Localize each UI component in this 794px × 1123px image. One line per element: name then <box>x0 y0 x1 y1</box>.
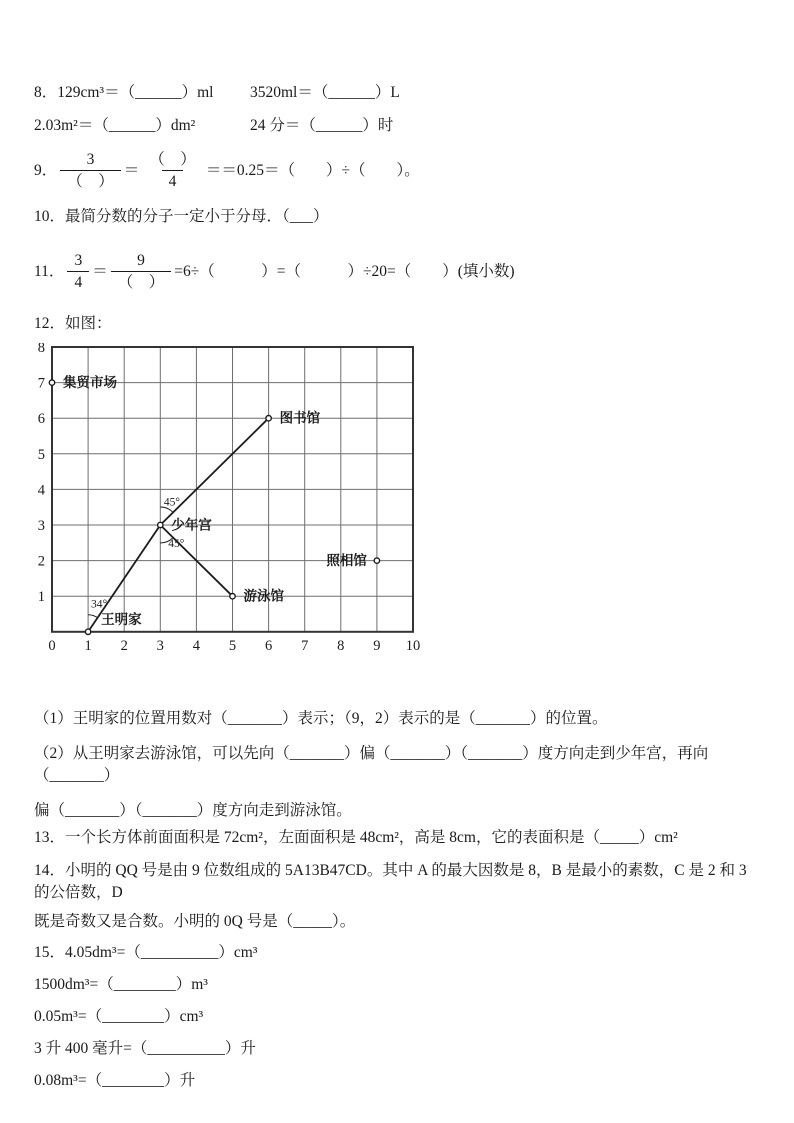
question-13: 13．一个长方体前面面积是 72cm²，左面面积是 48cm²，高是 8cm，它的表面积是（_____）cm² <box>34 829 678 846</box>
location-label: 游泳馆 <box>243 588 284 604</box>
q9-frac2-denominator: 4 <box>162 170 184 192</box>
x-axis-tick-label: 7 <box>301 637 309 654</box>
q15-conversion-5: 0.08m³=（________）升 <box>34 1072 196 1089</box>
q8-conversion-1: 8．129cm³＝（______）ml <box>34 84 214 101</box>
location-point <box>85 629 90 634</box>
q11-frac2-numerator: 9 <box>137 252 145 269</box>
location-label: 照相馆 <box>326 553 367 569</box>
x-axis-tick-label: 10 <box>405 637 421 654</box>
q12-subquestion-2: （2）从王明家去游泳馆，可以先向（_______）偏（_______）（_______）度方向走到少年宫，再向（_______） <box>34 745 709 784</box>
question-10: 10．最简分数的分子一定小于分母．（___） <box>34 208 329 225</box>
location-label: 图书馆 <box>279 410 321 426</box>
q9-fraction-1 <box>60 149 121 192</box>
x-axis-tick-label: 5 <box>228 637 237 654</box>
q15-conversion-2: 1500dm³=（________）m³ <box>34 976 208 993</box>
q11-frac1-numerator: 3 <box>74 252 83 269</box>
location-point <box>230 594 235 599</box>
y-axis-tick-label: 1 <box>37 589 45 606</box>
q15-conversion-1: 15．4.05dm³=（__________）cm³ <box>34 944 258 961</box>
q9-number: 9． <box>34 161 58 179</box>
question-11 <box>34 250 754 293</box>
x-axis-tick-label: 1 <box>84 637 92 654</box>
location-label: 集贸市场 <box>63 375 117 391</box>
y-axis-tick-label: 6 <box>37 411 45 428</box>
x-axis-tick-label: 6 <box>264 637 273 654</box>
question-14-line-2: 既是奇数又是合数。小明的 0Q 号是（_____）。 <box>34 913 356 930</box>
q9-tail-text: ＝＝0.25＝（ ）÷（ ）。 <box>205 161 420 179</box>
y-axis-tick-label: 4 <box>37 482 45 499</box>
q11-number: 11． <box>34 262 65 280</box>
angle-arc <box>88 615 98 618</box>
location-label: 王明家 <box>101 611 142 627</box>
q8-conversion-3: 2.03m²＝（______）dm² <box>34 117 196 134</box>
question-8-row-2 <box>34 115 754 137</box>
q11-frac1-denominator: 4 <box>67 271 89 293</box>
y-axis-tick-label: 7 <box>37 375 45 392</box>
x-axis-tick-label: 9 <box>373 637 381 654</box>
q11-tail-text: =6÷（ ）=（ ）÷20=（ ）(填小数) <box>174 262 515 280</box>
x-axis-tick-label: 3 <box>156 637 164 654</box>
q12-subquestion-1: （1）王明家的位置用数对（_______）表示；（9，2）表示的是（_______）的位置。 <box>34 710 608 727</box>
angle-degree-label: 45° <box>168 538 185 551</box>
q9-fraction-2 <box>142 149 203 192</box>
y-axis-tick-label: 3 <box>37 518 45 534</box>
q9-frac1-numerator: 3 <box>86 151 95 168</box>
location-point <box>266 416 271 421</box>
question-12-label: 12．如图： <box>34 315 112 332</box>
location-point <box>374 558 379 563</box>
q8-conversion-4: 24 分＝（______）时 <box>250 117 394 134</box>
y-axis-tick-label: 2 <box>37 553 45 570</box>
route-line <box>160 418 268 525</box>
q9-equals-sign: ＝ <box>123 161 140 179</box>
location-point <box>49 380 54 385</box>
y-axis-tick-label: 5 <box>37 446 45 463</box>
x-axis-tick-label: 8 <box>337 637 345 654</box>
angle-degree-label: 34° <box>90 598 108 611</box>
q9-frac1-denominator: （ ） <box>60 170 121 192</box>
map-grid-svg <box>28 343 448 661</box>
q11-frac2-denominator: （ ） <box>111 271 172 293</box>
q12-subquestion-2-cont: 偏（_______）（_______）度方向走到游泳馆。 <box>34 802 352 819</box>
y-axis-tick-label: 8 <box>37 343 45 356</box>
q8-conversion-2: 3520ml＝（______）L <box>250 84 400 101</box>
question-9 <box>34 149 754 192</box>
question-8-row-1 <box>34 82 754 104</box>
q9-frac2-numerator: （ ） <box>149 151 196 168</box>
q15-conversion-3: 0.05m³=（________）cm³ <box>34 1008 204 1025</box>
x-axis-tick-label: 0 <box>48 637 56 654</box>
question-14-line-1: 14．小明的 QQ 号是由 9 位数组成的 5A13B47CD。其中 A 的最大因数是 8，B 是最小的素数，C 是 2 和 3 的公倍数，D <box>34 862 751 901</box>
angle-degree-label: 45° <box>163 496 181 509</box>
q11-fraction-1 <box>67 250 89 293</box>
q15-conversion-4: 3 升 400 毫升=（__________）升 <box>34 1040 256 1057</box>
location-label: 少年宫 <box>171 517 212 533</box>
x-axis-tick-label: 2 <box>120 637 128 654</box>
location-point <box>158 522 163 527</box>
q11-fraction-2 <box>111 250 172 293</box>
q11-equals-sign: ＝ <box>92 262 108 280</box>
x-axis-tick-label: 4 <box>192 637 201 654</box>
coordinate-grid-diagram <box>28 343 754 666</box>
